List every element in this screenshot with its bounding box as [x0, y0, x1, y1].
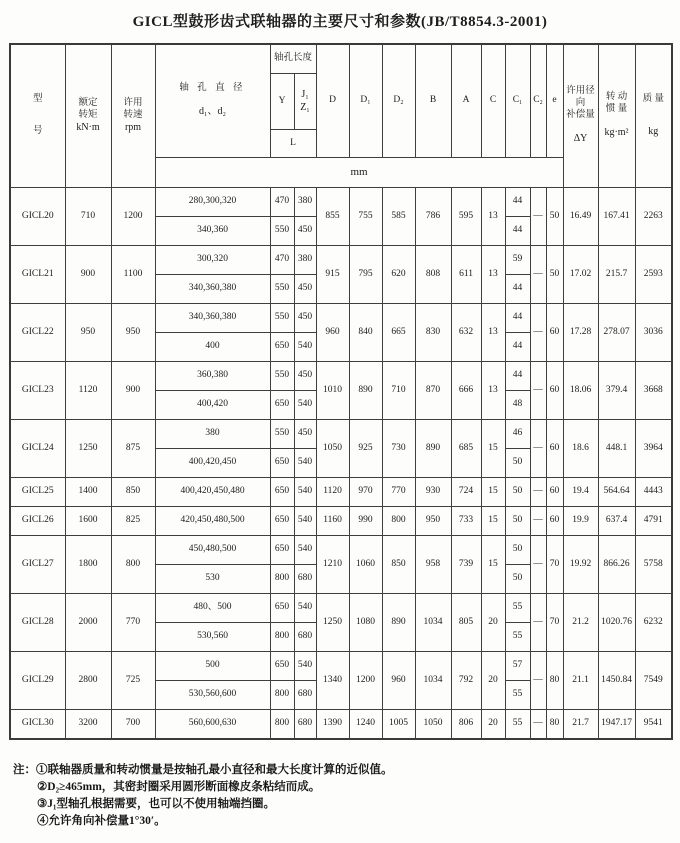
cell-length-Y: 550	[270, 420, 294, 449]
cell-D: 855	[316, 188, 349, 246]
cell-inertia: 866.26	[598, 536, 635, 594]
cell-C1: 50	[505, 565, 530, 594]
header-model: 型 号	[10, 44, 65, 188]
cell-rated-torque: 1400	[65, 478, 111, 507]
note-line-3: ③J₁型轴孔根据需要，也可以不使用轴端挡圈。	[37, 798, 276, 810]
cell-radial-compensation: 19.9	[563, 507, 598, 536]
header-dim-D1: D₁	[349, 44, 382, 158]
cell-e: 80	[546, 652, 563, 710]
cell-A: 724	[451, 478, 481, 507]
cell-mass: 3668	[635, 362, 672, 420]
cell-rated-torque: 1600	[65, 507, 111, 536]
cell-length-Y: 550	[270, 362, 294, 391]
cell-length-Y: 550	[270, 217, 294, 246]
cell-D2: 770	[382, 478, 415, 507]
cell-e: 80	[546, 710, 563, 740]
cell-B: 958	[415, 536, 451, 594]
cell-mass: 4443	[635, 478, 672, 507]
cell-bore-diameters: 340,360,380	[155, 304, 270, 333]
table-row	[10, 188, 672, 217]
cell-length-Y: 650	[270, 594, 294, 623]
cell-radial-compensation: 17.02	[563, 246, 598, 304]
cell-length-Y: 800	[270, 623, 294, 652]
cell-length-Y: 470	[270, 188, 294, 217]
cell-length-L: 540	[294, 391, 316, 420]
cell-D: 1120	[316, 478, 349, 507]
cell-mass: 3036	[635, 304, 672, 362]
cell-radial-compensation: 19.92	[563, 536, 598, 594]
cell-bore-diameters: 400,420,450	[155, 449, 270, 478]
cell-A: 792	[451, 652, 481, 710]
cell-bore-diameters: 340,360	[155, 217, 270, 246]
cell-C: 13	[481, 246, 505, 304]
cell-C2: —	[530, 188, 546, 246]
cell-mass: 6232	[635, 594, 672, 652]
cell-D1: 840	[349, 304, 382, 362]
header-dim-B: B	[415, 44, 451, 158]
cell-C1: 50	[505, 449, 530, 478]
cell-e: 70	[546, 594, 563, 652]
cell-permissible-speed: 900	[111, 362, 155, 420]
cell-radial-compensation: 21.1	[563, 652, 598, 710]
table-row	[10, 594, 672, 623]
cell-length-L: 540	[294, 449, 316, 478]
cell-length-L: 450	[294, 275, 316, 304]
cell-A: 632	[451, 304, 481, 362]
cell-C1: 55	[505, 710, 530, 740]
cell-inertia: 448.1	[598, 420, 635, 478]
cell-e: 60	[546, 304, 563, 362]
cell-C1: 44	[505, 188, 530, 217]
cell-B: 1034	[415, 594, 451, 652]
cell-rated-torque: 3200	[65, 710, 111, 740]
cell-bore-diameters: 530,560	[155, 623, 270, 652]
cell-A: 733	[451, 507, 481, 536]
cell-permissible-speed: 850	[111, 478, 155, 507]
cell-D1: 1060	[349, 536, 382, 594]
cell-B: 930	[415, 478, 451, 507]
cell-length-L: 540	[294, 594, 316, 623]
cell-D2: 890	[382, 594, 415, 652]
header-permissible-speed: 许用 转速 rpm	[111, 44, 155, 188]
table-row	[10, 710, 672, 740]
cell-C1: 50	[505, 536, 530, 565]
cell-permissible-speed: 875	[111, 420, 155, 478]
header-unit-mm: mm	[155, 158, 563, 188]
cell-length-Y: 650	[270, 449, 294, 478]
header-dim-C: C	[481, 44, 505, 158]
cell-model: GICL24	[10, 420, 65, 478]
cell-C: 20	[481, 710, 505, 740]
cell-C1: 55	[505, 594, 530, 623]
cell-C: 13	[481, 304, 505, 362]
cell-rated-torque: 1120	[65, 362, 111, 420]
cell-C1: 44	[505, 333, 530, 362]
table-row	[10, 652, 672, 681]
cell-C1: 50	[505, 478, 530, 507]
header-radial-compensation: 许用径向 补偿量 ΔY	[563, 44, 598, 188]
cell-mass: 2263	[635, 188, 672, 246]
cell-bore-diameters: 530,560,600	[155, 681, 270, 710]
cell-D: 1210	[316, 536, 349, 594]
cell-A: 595	[451, 188, 481, 246]
cell-length-L: 540	[294, 478, 316, 507]
cell-D: 1160	[316, 507, 349, 536]
cell-length-Y: 800	[270, 710, 294, 740]
cell-radial-compensation: 18.6	[563, 420, 598, 478]
cell-inertia: 1947.17	[598, 710, 635, 740]
table-row	[10, 246, 672, 275]
cell-C1: 48	[505, 391, 530, 420]
note-line-2: ②D₂≥465mm，其密封圈采用圆形断面橡皮条粘结而成。	[37, 781, 321, 793]
cell-permissible-speed: 1100	[111, 246, 155, 304]
cell-A: 805	[451, 594, 481, 652]
header-moment-of-inertia: 转 动 惯 量 kg·m²	[598, 44, 635, 188]
cell-model: GICL27	[10, 536, 65, 594]
cell-bore-diameters: 400,420	[155, 391, 270, 420]
cell-e: 50	[546, 188, 563, 246]
cell-inertia: 278.07	[598, 304, 635, 362]
cell-C: 15	[481, 420, 505, 478]
cell-A: 611	[451, 246, 481, 304]
cell-length-L: 380	[294, 246, 316, 275]
cell-permissible-speed: 1200	[111, 188, 155, 246]
cell-C2: —	[530, 362, 546, 420]
cell-D2: 585	[382, 188, 415, 246]
cell-length-L: 540	[294, 333, 316, 362]
cell-bore-diameters: 340,360,380	[155, 275, 270, 304]
cell-length-Y: 650	[270, 478, 294, 507]
cell-C: 15	[481, 507, 505, 536]
cell-length-Y: 650	[270, 391, 294, 420]
cell-length-L: 450	[294, 362, 316, 391]
header-dim-C1: C₁	[505, 44, 530, 158]
cell-model: GICL30	[10, 710, 65, 740]
coupling-spec-table	[9, 43, 673, 740]
cell-C2: —	[530, 507, 546, 536]
cell-length-L: 540	[294, 652, 316, 681]
cell-rated-torque: 900	[65, 246, 111, 304]
cell-A: 666	[451, 362, 481, 420]
table-row	[10, 478, 672, 507]
cell-e: 50	[546, 246, 563, 304]
cell-rated-torque: 950	[65, 304, 111, 362]
header-dim-C2: C₂	[530, 44, 546, 158]
table-row	[10, 304, 672, 333]
cell-e: 60	[546, 420, 563, 478]
cell-length-Y: 800	[270, 565, 294, 594]
cell-bore-diameters: 560,600,630	[155, 710, 270, 740]
cell-C: 15	[481, 478, 505, 507]
cell-D2: 1005	[382, 710, 415, 740]
cell-rated-torque: 710	[65, 188, 111, 246]
cell-D2: 730	[382, 420, 415, 478]
cell-radial-compensation: 17.28	[563, 304, 598, 362]
cell-length-Y: 650	[270, 652, 294, 681]
cell-C: 20	[481, 594, 505, 652]
cell-C2: —	[530, 420, 546, 478]
cell-bore-diameters: 450,480,500	[155, 536, 270, 565]
header-dim-D2: D₂	[382, 44, 415, 158]
cell-permissible-speed: 700	[111, 710, 155, 740]
cell-C: 20	[481, 652, 505, 710]
cell-mass: 5758	[635, 536, 672, 594]
cell-C: 15	[481, 536, 505, 594]
cell-C1: 55	[505, 623, 530, 652]
cell-length-Y: 550	[270, 304, 294, 333]
cell-D2: 800	[382, 507, 415, 536]
cell-bore-diameters: 530	[155, 565, 270, 594]
cell-D: 1390	[316, 710, 349, 740]
cell-bore-diameters: 480、500	[155, 594, 270, 623]
cell-inertia: 564.64	[598, 478, 635, 507]
cell-D2: 960	[382, 652, 415, 710]
note-text: ①联轴器质量和转动惯量是按轴孔最小直径和最大长度计算的近似值。	[36, 764, 393, 776]
header-dim-e: e	[546, 44, 563, 158]
header-length-L: L	[270, 130, 316, 158]
header-length-J1Z1: J₁ Z₁	[294, 74, 316, 130]
cell-D: 1340	[316, 652, 349, 710]
cell-length-L: 540	[294, 536, 316, 565]
cell-length-Y: 650	[270, 333, 294, 362]
table-row	[10, 536, 672, 565]
cell-D1: 755	[349, 188, 382, 246]
page-title: GICL型鼓形齿式联轴器的主要尺寸和参数(JB/T8854.3-2001)	[132, 14, 548, 30]
cell-bore-diameters: 280,300,320	[155, 188, 270, 217]
cell-B: 1034	[415, 652, 451, 710]
cell-mass: 4791	[635, 507, 672, 536]
header-mass: 质 量 kg	[635, 44, 672, 188]
cell-radial-compensation: 19.4	[563, 478, 598, 507]
cell-length-L: 680	[294, 565, 316, 594]
cell-B: 786	[415, 188, 451, 246]
note-line-4: ④允许角向补偿量1°30′。	[37, 815, 166, 827]
cell-D: 960	[316, 304, 349, 362]
cell-rated-torque: 1250	[65, 420, 111, 478]
cell-A: 806	[451, 710, 481, 740]
cell-mass: 3964	[635, 420, 672, 478]
cell-length-L: 680	[294, 681, 316, 710]
cell-C: 13	[481, 362, 505, 420]
cell-permissible-speed: 725	[111, 652, 155, 710]
cell-inertia: 167.41	[598, 188, 635, 246]
cell-C1: 44	[505, 275, 530, 304]
cell-C2: —	[530, 478, 546, 507]
cell-e: 60	[546, 478, 563, 507]
cell-model: GICL25	[10, 478, 65, 507]
cell-C1: 59	[505, 246, 530, 275]
cell-length-L: 450	[294, 304, 316, 333]
cell-D1: 1240	[349, 710, 382, 740]
cell-C2: —	[530, 536, 546, 594]
cell-model: GICL26	[10, 507, 65, 536]
cell-D: 1250	[316, 594, 349, 652]
cell-B: 1050	[415, 710, 451, 740]
cell-e: 60	[546, 507, 563, 536]
cell-model: GICL28	[10, 594, 65, 652]
cell-C1: 44	[505, 362, 530, 391]
table-row	[10, 507, 672, 536]
cell-model: GICL20	[10, 188, 65, 246]
cell-radial-compensation: 21.7	[563, 710, 598, 740]
cell-D1: 970	[349, 478, 382, 507]
cell-rated-torque: 2000	[65, 594, 111, 652]
cell-bore-diameters: 360,380	[155, 362, 270, 391]
cell-C1: 57	[505, 652, 530, 681]
table-row	[10, 420, 672, 449]
table-body	[10, 188, 672, 740]
cell-inertia: 1020.76	[598, 594, 635, 652]
cell-D2: 620	[382, 246, 415, 304]
cell-D1: 795	[349, 246, 382, 304]
cell-inertia: 1450.84	[598, 652, 635, 710]
cell-model: GICL29	[10, 652, 65, 710]
cell-e: 70	[546, 536, 563, 594]
note-line-1	[13, 762, 671, 779]
cell-C2: —	[530, 246, 546, 304]
cell-D1: 890	[349, 362, 382, 420]
cell-C1: 46	[505, 420, 530, 449]
cell-C2: —	[530, 594, 546, 652]
cell-A: 739	[451, 536, 481, 594]
cell-bore-diameters: 500	[155, 652, 270, 681]
header-bore-length: 轴孔长度	[270, 44, 316, 74]
cell-radial-compensation: 16.49	[563, 188, 598, 246]
cell-permissible-speed: 950	[111, 304, 155, 362]
cell-length-Y: 650	[270, 507, 294, 536]
cell-mass: 2593	[635, 246, 672, 304]
cell-C2: —	[530, 710, 546, 740]
cell-length-Y: 470	[270, 246, 294, 275]
cell-bore-diameters: 400,420,450,480	[155, 478, 270, 507]
cell-inertia: 379.4	[598, 362, 635, 420]
cell-C1: 44	[505, 217, 530, 246]
table-row	[10, 362, 672, 391]
cell-bore-diameters: 300,320	[155, 246, 270, 275]
header-length-Y: Y	[270, 74, 294, 130]
cell-model: GICL22	[10, 304, 65, 362]
cell-B: 890	[415, 420, 451, 478]
cell-length-L: 540	[294, 507, 316, 536]
cell-length-Y: 550	[270, 275, 294, 304]
cell-radial-compensation: 21.2	[563, 594, 598, 652]
cell-B: 830	[415, 304, 451, 362]
cell-mass: 7549	[635, 652, 672, 710]
cell-D1: 1080	[349, 594, 382, 652]
notes	[13, 762, 671, 830]
cell-A: 685	[451, 420, 481, 478]
header-dim-A: A	[451, 44, 481, 158]
cell-length-L: 680	[294, 710, 316, 740]
cell-e: 60	[546, 362, 563, 420]
cell-B: 870	[415, 362, 451, 420]
header-dim-D: D	[316, 44, 349, 158]
cell-B: 950	[415, 507, 451, 536]
cell-D: 915	[316, 246, 349, 304]
cell-C: 13	[481, 188, 505, 246]
cell-length-L: 450	[294, 217, 316, 246]
cell-bore-diameters: 420,450,480,500	[155, 507, 270, 536]
cell-permissible-speed: 800	[111, 536, 155, 594]
cell-D1: 1200	[349, 652, 382, 710]
header-rated-torque: 额定 转矩 kN·m	[65, 44, 111, 188]
cell-D2: 710	[382, 362, 415, 420]
cell-model: GICL21	[10, 246, 65, 304]
table-header	[10, 44, 672, 188]
cell-D: 1010	[316, 362, 349, 420]
cell-D1: 925	[349, 420, 382, 478]
cell-inertia: 215.7	[598, 246, 635, 304]
cell-inertia: 637.4	[598, 507, 635, 536]
cell-D2: 850	[382, 536, 415, 594]
cell-C1: 44	[505, 304, 530, 333]
cell-C1: 55	[505, 681, 530, 710]
cell-model: GICL23	[10, 362, 65, 420]
cell-bore-diameters: 380	[155, 420, 270, 449]
cell-rated-torque: 1800	[65, 536, 111, 594]
cell-bore-diameters: 400	[155, 333, 270, 362]
cell-length-L: 380	[294, 188, 316, 217]
cell-permissible-speed: 770	[111, 594, 155, 652]
header-bore-diameter: 轴 孔 直 径 d₁、d₂	[155, 44, 270, 158]
cell-rated-torque: 2800	[65, 652, 111, 710]
cell-D: 1050	[316, 420, 349, 478]
cell-C2: —	[530, 304, 546, 362]
cell-length-L: 680	[294, 623, 316, 652]
cell-D1: 990	[349, 507, 382, 536]
cell-C1: 50	[505, 507, 530, 536]
cell-length-L: 450	[294, 420, 316, 449]
cell-length-Y: 650	[270, 536, 294, 565]
cell-B: 808	[415, 246, 451, 304]
cell-D2: 665	[382, 304, 415, 362]
notes-prefix: 注：	[13, 764, 36, 776]
cell-mass: 9541	[635, 710, 672, 740]
cell-C2: —	[530, 652, 546, 710]
cell-length-Y: 800	[270, 681, 294, 710]
cell-radial-compensation: 18.06	[563, 362, 598, 420]
cell-permissible-speed: 825	[111, 507, 155, 536]
